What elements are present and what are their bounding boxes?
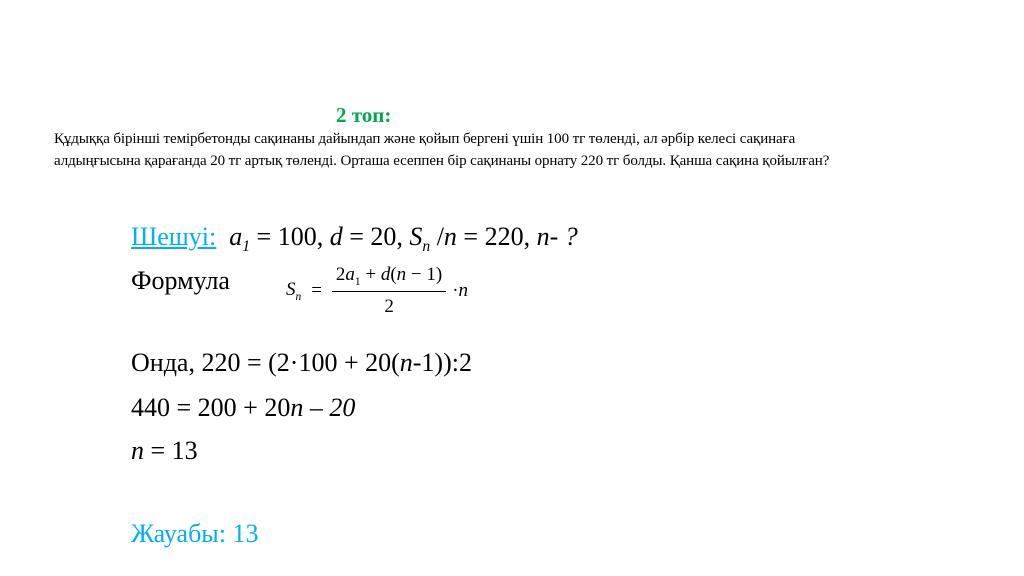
num-a-sub: 1 [354, 275, 361, 288]
equation-pre: Онда, 220 = (2·100 + 20( [131, 348, 400, 377]
var-a: a [229, 222, 243, 251]
equation-line [131, 348, 472, 378]
d-value: = 20, [342, 222, 410, 251]
var-s: S [409, 222, 423, 251]
num-two: 2 [335, 264, 346, 285]
formula-rhs-n: n [458, 279, 469, 301]
equation-var: n [399, 348, 413, 377]
simplified-post: – 20 [303, 393, 356, 422]
var-s-subscript: n [422, 238, 431, 256]
result-var: n [131, 436, 144, 465]
num-n: n [396, 264, 407, 285]
solution-given-line [131, 222, 578, 256]
formula-lhs [286, 279, 301, 303]
formula-lhs-sub: n [295, 290, 302, 303]
result-value: = 13 [144, 436, 198, 465]
problem-text-line-2: алдыңғысына қарағанда 20 тг артық төленді. Орташа есеппен бір сақинаны орнату 220 тг болды. Қанша сақина қойылған? [54, 153, 830, 169]
formula-fraction [332, 264, 446, 318]
answer: Жауабы: 13 [131, 519, 259, 548]
problem-text-line-1: Құдыққа бірінші темірбетонды сақинаны дайындап және қойып бергені үшін 100 тг төленді, ал әрбір келесі сақинаға [54, 131, 796, 147]
num-minus-one: − 1) [406, 264, 443, 285]
solution-label: Шешуі: [131, 222, 217, 251]
equation-post: -1)):2 [412, 348, 472, 377]
formula-lhs-var: S [286, 279, 296, 300]
simplified-line [131, 393, 355, 423]
formula-numerator [332, 264, 446, 292]
num-plus: + [360, 264, 381, 285]
slash: / [430, 222, 444, 251]
num-paren: ( [390, 264, 397, 285]
a-value: = 100, [250, 222, 330, 251]
formula-dot: · [452, 279, 459, 301]
group-title: 2 топ: [336, 103, 392, 127]
sum-formula [286, 264, 468, 318]
var-a-subscript: 1 [242, 238, 251, 256]
result-line [131, 436, 198, 466]
formula-label: Формула [131, 266, 230, 295]
var-n: n [443, 222, 457, 251]
unknown-var: n [536, 222, 550, 251]
s-ratio-value: = 220, [456, 222, 537, 251]
formula-equals: = [311, 279, 322, 301]
num-a: a [345, 264, 355, 285]
formula-denominator: 2 [384, 295, 394, 317]
simplified-var: n [290, 393, 304, 422]
simplified-pre: 440 = 200 + 20 [131, 393, 291, 422]
num-d: d [380, 264, 391, 285]
unknown-question: - ? [549, 222, 578, 251]
var-d: d [329, 222, 343, 251]
